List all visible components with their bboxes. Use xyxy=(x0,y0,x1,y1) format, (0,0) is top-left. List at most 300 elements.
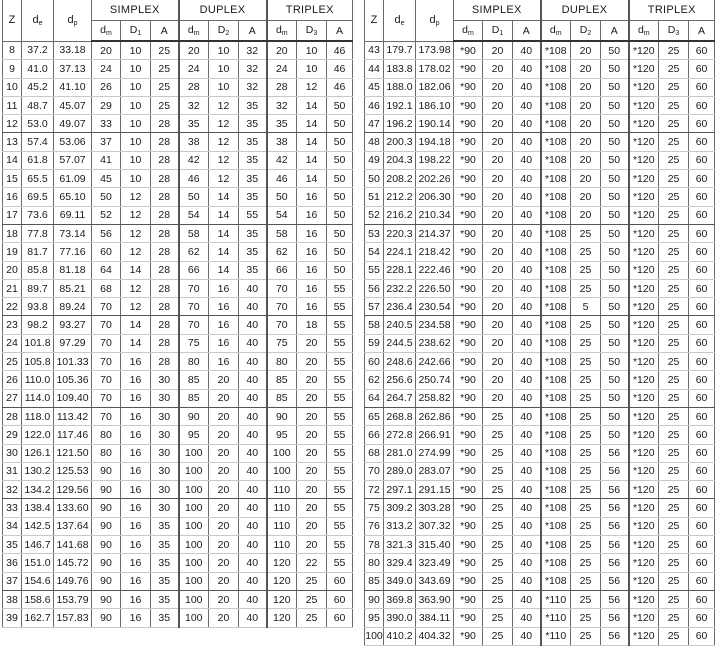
dp-cell: 194.18 xyxy=(416,133,454,151)
duplex-d2-cell: 25 xyxy=(571,353,601,371)
de-cell: 154.6 xyxy=(22,572,54,590)
simplex-dm-cell: *90 xyxy=(454,170,483,188)
duplex-d2-cell: 20 xyxy=(571,96,601,114)
triplex-d3-cell: 20 xyxy=(297,481,327,499)
triplex-dm-cell: *120 xyxy=(629,206,659,224)
duplex-d2-cell: 14 xyxy=(209,224,239,242)
triplex-d3-cell: 14 xyxy=(297,96,327,114)
simplex-dm-cell: *90 xyxy=(454,426,483,444)
simplex-dm-cell: *90 xyxy=(454,316,483,334)
simplex-d1-cell: 20 xyxy=(483,41,513,60)
triplex-d3-cell: 25 xyxy=(659,371,689,389)
z-cell: 16 xyxy=(3,188,22,206)
table-row xyxy=(3,41,353,60)
duplex-d2-cell: 16 xyxy=(209,353,239,371)
z-cell: 15 xyxy=(3,170,22,188)
de-cell: 289.0 xyxy=(384,462,416,480)
triplex-a-cell: 55 xyxy=(327,279,353,297)
dp-column-header xyxy=(416,0,454,41)
simplex-a-cell: 40 xyxy=(513,243,541,261)
z-cell: 34 xyxy=(3,517,22,535)
triplex-dm-cell: *120 xyxy=(629,188,659,206)
simplex-d1-cell: 10 xyxy=(121,78,151,96)
triplex-dm-cell: *120 xyxy=(629,279,659,297)
duplex-d2-cell: 25 xyxy=(571,316,601,334)
d2-sub: 2 xyxy=(587,30,592,37)
dp-cell: 121.50 xyxy=(54,444,92,462)
triplex-a-cell: 55 xyxy=(327,481,353,499)
duplex-d2-cell: 25 xyxy=(571,371,601,389)
simplex-dm-cell: 60 xyxy=(92,243,121,261)
table-row xyxy=(3,151,353,169)
de-header-main: d xyxy=(394,13,401,26)
dp-cell: 109.40 xyxy=(54,389,92,407)
triplex-a-cell: 50 xyxy=(327,170,353,188)
duplex-a-cell: 50 xyxy=(601,426,629,444)
de-cell: 188.0 xyxy=(384,78,416,96)
table-row xyxy=(365,481,715,499)
simplex-d1-cell: 14 xyxy=(121,316,151,334)
duplex-dm-cell: *108 xyxy=(541,261,571,279)
triplex-dm-cell: *120 xyxy=(629,499,659,517)
triplex-d3-cell: 10 xyxy=(297,41,327,60)
duplex-d2-cell: 25 xyxy=(571,517,601,535)
de-cell: 130.2 xyxy=(22,462,54,480)
dp-cell: 266.91 xyxy=(416,426,454,444)
triplex-a-cell: 60 xyxy=(689,444,715,462)
simplex-d1-cell: 20 xyxy=(483,206,513,224)
duplex-dm-cell: *108 xyxy=(541,60,571,78)
duplex-d2-cell: 20 xyxy=(571,78,601,96)
simplex-dm-cell: *90 xyxy=(454,517,483,535)
header-row-groups xyxy=(3,0,353,21)
triplex-d3-cell: 25 xyxy=(659,517,689,535)
duplex-a-cell: 56 xyxy=(601,627,629,645)
table-row xyxy=(365,590,715,608)
table-row xyxy=(3,462,353,480)
simplex-group-header: SIMPLEX xyxy=(92,0,179,21)
triplex-a-cell: 60 xyxy=(689,133,715,151)
z-cell: 31 xyxy=(3,462,22,480)
table-row xyxy=(365,444,715,462)
dp-cell: 202.26 xyxy=(416,170,454,188)
simplex-a-cell: 40 xyxy=(513,78,541,96)
duplex-dm-cell: *108 xyxy=(541,279,571,297)
triplex-a-cell: 60 xyxy=(689,334,715,352)
table-row xyxy=(3,78,353,96)
duplex-dm-cell: 95 xyxy=(179,426,209,444)
simplex-d1-cell: 20 xyxy=(483,170,513,188)
triplex-group-header: TRIPLEX xyxy=(267,0,353,21)
triplex-dm-cell: 32 xyxy=(267,96,297,114)
duplex-a-cell: 50 xyxy=(601,298,629,316)
table-row xyxy=(3,371,353,389)
duplex-d2-cell: 16 xyxy=(209,279,239,297)
duplex-a-header: A xyxy=(601,21,629,42)
dp-cell: 315.40 xyxy=(416,536,454,554)
triplex-d3-header xyxy=(297,21,327,42)
duplex-dm-cell: 100 xyxy=(179,517,209,535)
triplex-d3-cell: 22 xyxy=(297,554,327,572)
dp-column-header xyxy=(54,0,92,41)
de-cell: 65.5 xyxy=(22,170,54,188)
de-cell: 110.0 xyxy=(22,371,54,389)
de-cell: 48.7 xyxy=(22,96,54,114)
simplex-a-cell: 28 xyxy=(151,170,179,188)
duplex-a-cell: 40 xyxy=(239,426,267,444)
de-cell: 45.2 xyxy=(22,78,54,96)
duplex-a-cell: 40 xyxy=(239,444,267,462)
table-row xyxy=(365,353,715,371)
duplex-d2-cell: 16 xyxy=(209,316,239,334)
simplex-d1-cell: 12 xyxy=(121,188,151,206)
duplex-dm-cell: 100 xyxy=(179,462,209,480)
duplex-a-cell: 50 xyxy=(601,170,629,188)
duplex-dm-cell: *108 xyxy=(541,554,571,572)
triplex-dm-cell: *120 xyxy=(629,481,659,499)
simplex-group-header: SIMPLEX xyxy=(454,0,541,21)
triplex-a-header: A xyxy=(689,21,715,42)
z-cell: 100 xyxy=(365,627,384,645)
triplex-d3-cell: 18 xyxy=(297,316,327,334)
dp-cell: 214.37 xyxy=(416,224,454,242)
triplex-d3-cell: 25 xyxy=(297,609,327,627)
duplex-d2-cell: 25 xyxy=(571,279,601,297)
triplex-a-cell: 55 xyxy=(327,444,353,462)
d1-sub: 1 xyxy=(499,30,504,37)
triplex-a-cell: 55 xyxy=(327,389,353,407)
triplex-d3-cell: 10 xyxy=(297,60,327,78)
dp-cell: 363.90 xyxy=(416,590,454,608)
triplex-d3-cell: 16 xyxy=(297,224,327,242)
triplex-a-cell: 60 xyxy=(689,590,715,608)
z-cell: 95 xyxy=(365,609,384,627)
triplex-dm-cell: *120 xyxy=(629,96,659,114)
simplex-d1-cell: 20 xyxy=(483,389,513,407)
triplex-d3-cell: 25 xyxy=(659,316,689,334)
simplex-a-cell: 40 xyxy=(513,353,541,371)
simplex-a-cell: 30 xyxy=(151,407,179,425)
duplex-d2-cell: 5 xyxy=(571,298,601,316)
z-cell: 90 xyxy=(365,590,384,608)
z-cell: 78 xyxy=(365,536,384,554)
simplex-a-cell: 35 xyxy=(151,517,179,535)
triplex-dm-cell: 70 xyxy=(267,279,297,297)
duplex-dm-cell: 75 xyxy=(179,334,209,352)
table-row xyxy=(3,206,353,224)
duplex-d2-cell: 12 xyxy=(209,151,239,169)
dp-cell: 105.36 xyxy=(54,371,92,389)
simplex-a-cell: 40 xyxy=(513,60,541,78)
duplex-d2-cell: 10 xyxy=(209,41,239,60)
duplex-dm-cell: *108 xyxy=(541,78,571,96)
z-cell: 44 xyxy=(365,60,384,78)
dp-cell: 274.99 xyxy=(416,444,454,462)
triplex-a-cell: 60 xyxy=(689,188,715,206)
duplex-d2-cell: 20 xyxy=(209,499,239,517)
dp-cell: 262.86 xyxy=(416,407,454,425)
simplex-dm-cell: *90 xyxy=(454,572,483,590)
table-row xyxy=(3,60,353,78)
duplex-a-cell: 40 xyxy=(239,371,267,389)
simplex-a-cell: 40 xyxy=(513,407,541,425)
simplex-a-cell: 40 xyxy=(513,224,541,242)
dp-cell: 49.07 xyxy=(54,115,92,133)
duplex-dm-cell: 85 xyxy=(179,389,209,407)
triplex-d3-cell: 16 xyxy=(297,261,327,279)
triplex-dm-cell: 80 xyxy=(267,353,297,371)
simplex-a-cell: 25 xyxy=(151,41,179,60)
triplex-d3-cell: 25 xyxy=(659,96,689,114)
z-cell: 62 xyxy=(365,371,384,389)
de-cell: 57.4 xyxy=(22,133,54,151)
triplex-dm-cell: 100 xyxy=(267,444,297,462)
simplex-dm-cell: 80 xyxy=(92,426,121,444)
duplex-a-cell: 40 xyxy=(239,499,267,517)
de-cell: 114.0 xyxy=(22,389,54,407)
d3-sub: 3 xyxy=(313,30,318,37)
table-row xyxy=(3,243,353,261)
simplex-d1-cell: 16 xyxy=(121,590,151,608)
z-cell: 36 xyxy=(3,554,22,572)
duplex-group-header: DUPLEX xyxy=(179,0,267,21)
triplex-a-cell: 50 xyxy=(327,206,353,224)
triplex-dm-cell: *120 xyxy=(629,444,659,462)
table-row xyxy=(365,536,715,554)
triplex-dm-cell: *120 xyxy=(629,536,659,554)
duplex-dm-cell: *108 xyxy=(541,536,571,554)
duplex-a-cell: 35 xyxy=(239,188,267,206)
duplex-dm-cell: 100 xyxy=(179,536,209,554)
triplex-d3-cell: 20 xyxy=(297,334,327,352)
de-cell: 61.8 xyxy=(22,151,54,169)
duplex-dm-cell: 100 xyxy=(179,609,209,627)
dm-sub: m xyxy=(193,30,200,37)
dp-cell: 182.06 xyxy=(416,78,454,96)
triplex-d3-cell: 25 xyxy=(659,444,689,462)
simplex-dm-cell: *90 xyxy=(454,243,483,261)
table-row xyxy=(365,462,715,480)
triplex-a-cell: 55 xyxy=(327,517,353,535)
dp-cell: 125.53 xyxy=(54,462,92,480)
triplex-a-cell: 46 xyxy=(327,78,353,96)
duplex-d2-cell: 12 xyxy=(209,133,239,151)
triplex-d3-cell: 20 xyxy=(297,426,327,444)
duplex-d2-cell: 25 xyxy=(571,627,601,645)
de-column-header xyxy=(384,0,416,41)
simplex-d1-cell: 16 xyxy=(121,517,151,535)
duplex-dm-cell: 70 xyxy=(179,316,209,334)
z-cell: 11 xyxy=(3,96,22,114)
simplex-a-cell: 28 xyxy=(151,151,179,169)
table-row xyxy=(3,554,353,572)
duplex-d2-cell: 20 xyxy=(209,371,239,389)
triplex-dm-cell: 120 xyxy=(267,609,297,627)
duplex-d2-cell: 25 xyxy=(571,224,601,242)
simplex-dm-cell: 33 xyxy=(92,115,121,133)
triplex-dm-cell: *120 xyxy=(629,353,659,371)
de-cell: 297.1 xyxy=(384,481,416,499)
duplex-a-cell: 40 xyxy=(239,481,267,499)
duplex-d2-cell: 20 xyxy=(209,444,239,462)
triplex-dm-cell: 50 xyxy=(267,188,297,206)
simplex-dm-cell: *90 xyxy=(454,206,483,224)
duplex-d2-cell: 25 xyxy=(571,572,601,590)
simplex-dm-cell: *90 xyxy=(454,279,483,297)
simplex-d1-cell: 16 xyxy=(121,554,151,572)
dp-cell: 230.54 xyxy=(416,298,454,316)
de-header-sub: e xyxy=(400,19,405,27)
duplex-a-cell: 56 xyxy=(601,590,629,608)
z-cell: 54 xyxy=(365,243,384,261)
de-cell: 228.1 xyxy=(384,261,416,279)
duplex-dm-cell: 24 xyxy=(179,60,209,78)
z-cell: 24 xyxy=(3,334,22,352)
duplex-d2-cell: 20 xyxy=(571,151,601,169)
simplex-d1-cell: 16 xyxy=(121,444,151,462)
triplex-a-cell: 50 xyxy=(327,115,353,133)
simplex-dm-cell: *90 xyxy=(454,78,483,96)
de-cell: 146.7 xyxy=(22,536,54,554)
dm-main: d xyxy=(549,24,556,36)
duplex-d2-cell: 25 xyxy=(571,407,601,425)
triplex-dm-cell: *120 xyxy=(629,554,659,572)
dp-cell: 238.62 xyxy=(416,334,454,352)
duplex-d2-cell: 25 xyxy=(571,536,601,554)
triplex-a-cell: 60 xyxy=(689,279,715,297)
duplex-a-cell: 50 xyxy=(601,60,629,78)
simplex-dm-cell: 90 xyxy=(92,517,121,535)
dm-main: d xyxy=(100,24,106,36)
simplex-a-cell: 35 xyxy=(151,554,179,572)
duplex-a-cell: 50 xyxy=(601,353,629,371)
triplex-d3-cell: 14 xyxy=(297,170,327,188)
table-row xyxy=(3,298,353,316)
simplex-dm-header xyxy=(92,21,121,42)
simplex-dm-cell: *90 xyxy=(454,298,483,316)
simplex-d1-header xyxy=(483,21,513,42)
duplex-dm-cell: *108 xyxy=(541,41,571,60)
de-cell: 200.3 xyxy=(384,133,416,151)
table-row xyxy=(3,353,353,371)
z-cell: 28 xyxy=(3,407,22,425)
d3-main: D xyxy=(305,24,314,36)
simplex-a-cell: 40 xyxy=(513,554,541,572)
duplex-a-cell: 50 xyxy=(601,389,629,407)
simplex-d1-cell: 20 xyxy=(483,188,513,206)
simplex-d1-cell: 10 xyxy=(121,60,151,78)
duplex-d2-cell: 20 xyxy=(571,188,601,206)
z-cell: 70 xyxy=(365,462,384,480)
simplex-d1-cell: 14 xyxy=(121,261,151,279)
simplex-a-cell: 30 xyxy=(151,426,179,444)
duplex-a-header: A xyxy=(239,21,267,42)
dp-cell: 206.30 xyxy=(416,188,454,206)
duplex-dm-cell: 46 xyxy=(179,170,209,188)
duplex-dm-cell: 100 xyxy=(179,572,209,590)
triplex-dm-cell: *120 xyxy=(629,298,659,316)
simplex-d1-cell: 20 xyxy=(483,78,513,96)
simplex-dm-cell: 24 xyxy=(92,60,121,78)
simplex-dm-cell: 56 xyxy=(92,224,121,242)
duplex-a-cell: 40 xyxy=(239,536,267,554)
dp-cell: 234.58 xyxy=(416,316,454,334)
simplex-dm-cell: *90 xyxy=(454,554,483,572)
table-row xyxy=(365,517,715,535)
triplex-d3-cell: 14 xyxy=(297,133,327,151)
de-cell: 349.0 xyxy=(384,572,416,590)
table-row xyxy=(365,316,715,334)
duplex-dm-cell: 70 xyxy=(179,298,209,316)
table-row xyxy=(3,188,353,206)
de-cell: 264.7 xyxy=(384,389,416,407)
simplex-d1-cell: 25 xyxy=(483,426,513,444)
simplex-a-cell: 28 xyxy=(151,243,179,261)
triplex-d3-cell: 20 xyxy=(297,517,327,535)
d2-sub: 2 xyxy=(225,30,230,37)
triplex-dm-cell: *120 xyxy=(629,517,659,535)
duplex-dm-cell: *110 xyxy=(541,590,571,608)
duplex-dm-cell: *110 xyxy=(541,627,571,645)
de-cell: 240.5 xyxy=(384,316,416,334)
simplex-a-cell: 28 xyxy=(151,206,179,224)
simplex-dm-cell: *90 xyxy=(454,536,483,554)
duplex-d2-cell: 14 xyxy=(209,261,239,279)
z-cell: 53 xyxy=(365,224,384,242)
duplex-dm-cell: 80 xyxy=(179,353,209,371)
triplex-a-cell: 50 xyxy=(327,151,353,169)
simplex-d1-cell: 20 xyxy=(483,133,513,151)
duplex-a-cell: 50 xyxy=(601,133,629,151)
duplex-d2-cell: 20 xyxy=(209,517,239,535)
duplex-dm-cell: *108 xyxy=(541,243,571,261)
z-cell: 27 xyxy=(3,389,22,407)
triplex-d3-cell: 20 xyxy=(297,353,327,371)
table-row xyxy=(365,133,715,151)
de-column-header xyxy=(22,0,54,41)
duplex-dm-cell: 42 xyxy=(179,151,209,169)
duplex-dm-cell: 38 xyxy=(179,133,209,151)
simplex-a-cell: 40 xyxy=(513,261,541,279)
triplex-d3-cell: 20 xyxy=(297,389,327,407)
simplex-dm-cell: *90 xyxy=(454,462,483,480)
simplex-dm-cell: 90 xyxy=(92,462,121,480)
duplex-d2-cell: 20 xyxy=(209,554,239,572)
de-cell: 390.0 xyxy=(384,609,416,627)
table-row xyxy=(365,389,715,407)
simplex-d1-header xyxy=(121,21,151,42)
triplex-dm-cell: 85 xyxy=(267,371,297,389)
simplex-a-cell: 28 xyxy=(151,353,179,371)
de-cell: 204.3 xyxy=(384,151,416,169)
triplex-group-header: TRIPLEX xyxy=(629,0,715,21)
simplex-a-cell: 40 xyxy=(513,536,541,554)
dp-cell: 141.68 xyxy=(54,536,92,554)
de-cell: 73.6 xyxy=(22,206,54,224)
sprocket-dimension-table-left xyxy=(2,0,353,628)
table-row xyxy=(365,627,715,645)
simplex-a-cell: 40 xyxy=(513,590,541,608)
duplex-dm-cell: *108 xyxy=(541,151,571,169)
simplex-d1-cell: 12 xyxy=(121,279,151,297)
duplex-a-cell: 40 xyxy=(239,462,267,480)
z-cell: 52 xyxy=(365,206,384,224)
d1-main: D xyxy=(129,24,138,36)
triplex-a-cell: 55 xyxy=(327,298,353,316)
duplex-dm-cell: *108 xyxy=(541,426,571,444)
triplex-dm-cell: 110 xyxy=(267,536,297,554)
de-cell: 151.0 xyxy=(22,554,54,572)
